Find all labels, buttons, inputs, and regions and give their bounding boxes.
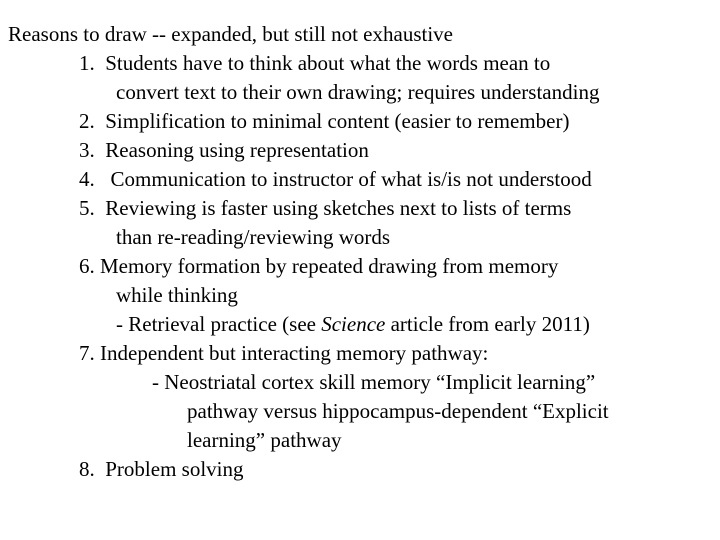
list-item-6: [79, 252, 558, 281]
item-number: 2.: [79, 109, 95, 133]
item-number: 7.: [79, 341, 95, 365]
list-item-7: [79, 339, 488, 368]
item-text: Communication to instructor of what is/is not understood: [105, 167, 592, 191]
subpoint-suffix: article from early 2011): [385, 312, 590, 336]
item-number: 6.: [79, 254, 95, 278]
list-item-1-continuation: convert text to their own drawing; requires understanding: [116, 80, 600, 104]
list-item-7-subpoint-continuation: learning” pathway: [187, 428, 342, 452]
slide-title: Reasons to draw -- expanded, but still not exhaustive: [8, 22, 453, 46]
subpoint-prefix: - Retrieval practice (see: [116, 312, 322, 336]
item-text: Simplification to minimal content (easier to remember): [105, 109, 570, 133]
item-text: Reviewing is faster using sketches next to lists of terms: [105, 196, 572, 220]
list-item-3: [79, 136, 369, 165]
list-item-8: [79, 455, 244, 484]
item-text: Memory formation by repeated drawing from memory: [100, 254, 559, 278]
item-text: Independent but interacting memory pathway:: [100, 341, 489, 365]
list-item-2: [79, 107, 569, 136]
list-item-1: [79, 49, 550, 78]
item-number: 8.: [79, 457, 95, 481]
subpoint-italic: Science: [321, 312, 386, 336]
list-item-7-subpoint-continuation: pathway versus hippocampus-dependent “Explicit: [187, 399, 609, 423]
item-text: Problem solving: [105, 457, 244, 481]
item-text: Students have to think about what the words mean to: [105, 51, 551, 75]
item-number: 1.: [79, 51, 95, 75]
list-item-5-continuation: than re-reading/reviewing words: [116, 225, 391, 249]
list-item-4: [79, 165, 592, 194]
list-item-6-continuation: while thinking: [116, 283, 238, 307]
item-text: Reasoning using representation: [105, 138, 369, 162]
item-number: 3.: [79, 138, 95, 162]
list-item-5: [79, 194, 571, 223]
list-item-6-subpoint: [116, 310, 590, 339]
item-number: 5.: [79, 196, 95, 220]
item-number: 4.: [79, 167, 95, 191]
list-item-7-subpoint: - Neostriatal cortex skill memory “Implicit learning”: [152, 370, 596, 394]
